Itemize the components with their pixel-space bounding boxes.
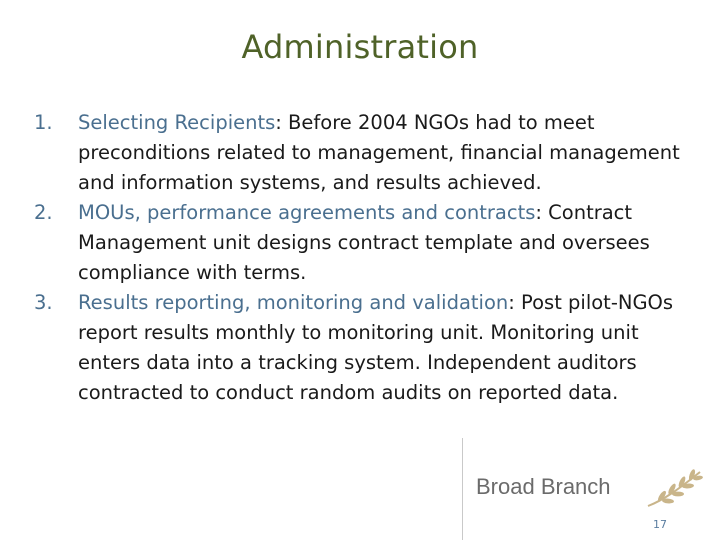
list-item-term: Selecting Recipients [78,111,276,134]
list-item-text: : Before 2004 NGOs had to meet preconditions related to management, financial management and information systems, and results achieved. [78,111,680,194]
list-item-number: 1. [34,111,53,134]
page-number: 17 [653,518,667,531]
list-item-number: 2. [34,201,53,224]
list-item [34,198,689,288]
broad-branch-logo [476,466,706,510]
list-item [34,108,689,198]
logo-text: Broad Branch [476,474,611,499]
list-item-text: : Post pilot-NGOs report results monthly to monitoring unit. Monitoring unit enters data into a tracking system. Independent auditors contracted to conduct random audits on reported data. [78,291,674,404]
list-item-term: Results reporting, monitoring and validation [78,291,509,314]
list-item-term: MOUs, performance agreements and contracts [78,201,536,224]
list-item-number: 3. [34,291,53,314]
numbered-list [34,108,689,408]
slide-title: Administration [241,28,479,66]
wheat-branch-icon [646,466,704,510]
footer-divider [462,438,463,540]
list-item [34,288,689,408]
list-item-text: : Contract Management unit designs contract template and oversees compliance with terms. [78,201,650,284]
